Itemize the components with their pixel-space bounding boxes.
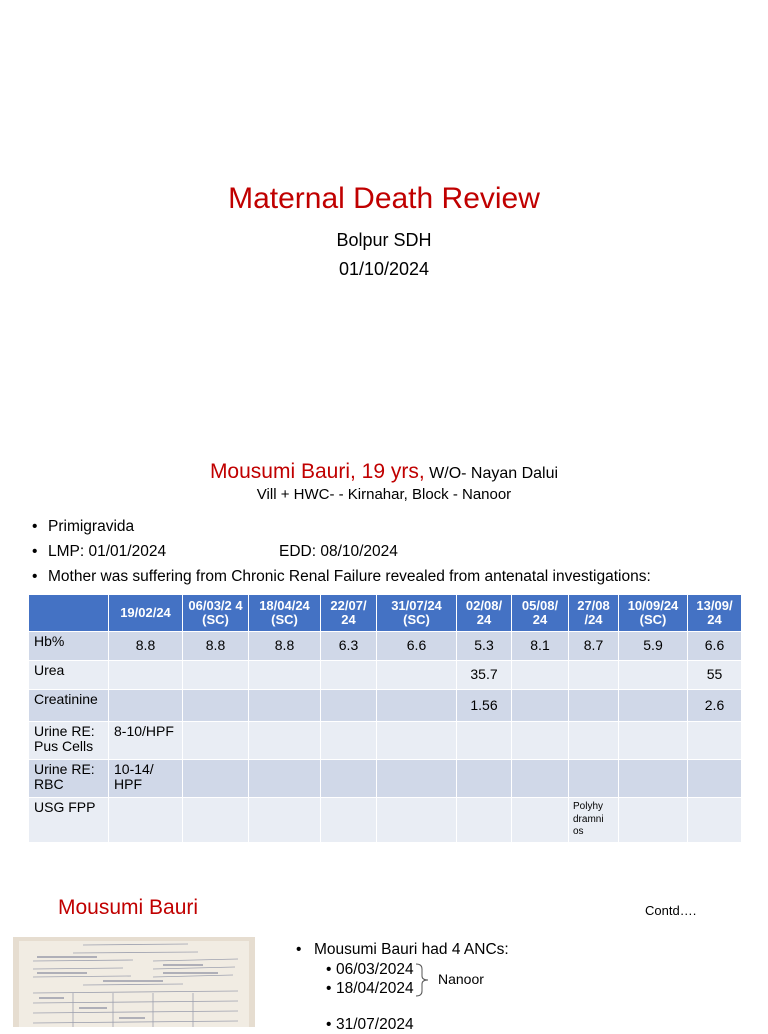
- continued-label: Contd….: [645, 903, 697, 918]
- table-cell: 10-14/ HPF: [109, 760, 183, 798]
- table-cell: [512, 661, 569, 690]
- patient-bullet-list: [32, 518, 651, 593]
- column-header: 02/08/ 24: [457, 595, 512, 632]
- table-cell: 2.6: [688, 690, 742, 722]
- list-item: [32, 568, 651, 593]
- row-label: USG FPP: [29, 798, 109, 843]
- table-cell: [183, 722, 249, 760]
- table-cell: [109, 690, 183, 722]
- bullet-text: 31/07/2024: [336, 1016, 414, 1033]
- bullet-text: Mother was suffering from Chronic Renal Failure revealed from antenatal investigations:: [48, 568, 651, 585]
- anc-card-photo: [13, 937, 255, 1027]
- table-cell: 6.6: [377, 632, 457, 661]
- table-cell: [321, 760, 377, 798]
- table-cell: 1.56: [457, 690, 512, 722]
- column-header: 22/07/ 24: [321, 595, 377, 632]
- table-cell: 6.3: [321, 632, 377, 661]
- table-row-rbc: [29, 760, 742, 798]
- edd-text: EDD: 08/10/2024: [279, 543, 398, 560]
- table-cell: [512, 760, 569, 798]
- table-row-creatinine: [29, 690, 742, 722]
- list-item: [296, 941, 509, 959]
- table-cell: [457, 760, 512, 798]
- bullet-text: LMP: 01/01/2024: [48, 543, 167, 560]
- table-cell: [249, 798, 321, 843]
- list-item: [326, 961, 414, 980]
- table-cell: [688, 722, 742, 760]
- table-cell: 35.7: [457, 661, 512, 690]
- bullet-text: 18/04/2024: [336, 980, 414, 997]
- title-slide: [0, 0, 768, 430]
- table-cell: 6.6: [688, 632, 742, 661]
- table-cell: [249, 661, 321, 690]
- anc-history-slide: [0, 860, 768, 1033]
- table-cell: [512, 690, 569, 722]
- list-item: [32, 543, 651, 568]
- table-cell: 8.8: [183, 632, 249, 661]
- table-row-pus-cells: [29, 722, 742, 760]
- bullet-text: Mousumi Bauri had 4 ANCs:: [314, 941, 509, 958]
- patient-address: Vill + HWC- - Kirnahar, Block - Nanoor: [256, 486, 512, 503]
- bullet-icon: •: [296, 941, 302, 958]
- table-cell: [619, 690, 688, 722]
- table-cell: [512, 722, 569, 760]
- table-cell: [569, 760, 619, 798]
- table-cell: 8.8: [249, 632, 321, 661]
- patient-name: Mousumi Bauri, 19 yrs,: [209, 460, 425, 483]
- row-label: Creatinine: [29, 690, 109, 722]
- table-cell: [619, 798, 688, 843]
- row-label: Urine RE: RBC: [29, 760, 109, 798]
- row-label: Urea: [29, 661, 109, 690]
- slide-subtitle-date: 01/10/2024: [338, 259, 430, 279]
- table-row-hb: [29, 632, 742, 661]
- table-cell: [619, 661, 688, 690]
- table-cell: [688, 798, 742, 843]
- table-cell: [569, 661, 619, 690]
- document-photo-image: [13, 937, 255, 1027]
- table-cell: 55: [688, 661, 742, 690]
- table-cell: [183, 760, 249, 798]
- table-cell: [249, 760, 321, 798]
- table-cell: [457, 798, 512, 843]
- row-label: Hb%: [29, 632, 109, 661]
- table-cell: [249, 690, 321, 722]
- table-cell: [183, 798, 249, 843]
- column-header: [29, 595, 109, 632]
- bullet-icon: •: [32, 568, 38, 585]
- patient-details-slide: [0, 430, 768, 860]
- column-header: 13/09/ 24: [688, 595, 742, 632]
- table-cell: 8.1: [512, 632, 569, 661]
- table-cell: [109, 661, 183, 690]
- table-cell: [619, 760, 688, 798]
- slide-title: Mousumi Bauri: [58, 896, 199, 919]
- bullet-icon: •: [32, 543, 38, 560]
- table-cell: 5.9: [619, 632, 688, 661]
- column-header: 10/09/24 (SC): [619, 595, 688, 632]
- table-cell: [321, 690, 377, 722]
- table-cell: 8-10/HPF: [109, 722, 183, 760]
- table-cell: [377, 722, 457, 760]
- row-label: Urine RE: Pus Cells: [29, 722, 109, 760]
- anc-date-list: [326, 961, 414, 999]
- list-item: [326, 1016, 414, 1034]
- table-cell: [377, 760, 457, 798]
- table-cell: [183, 661, 249, 690]
- investigations-table: [28, 594, 742, 843]
- table-cell: 8.8: [109, 632, 183, 661]
- table-cell: [569, 690, 619, 722]
- table-cell: [377, 661, 457, 690]
- brace-label: Nanoor: [438, 971, 484, 987]
- table-cell: 5.3: [457, 632, 512, 661]
- slide-title: Maternal Death Review: [228, 182, 540, 215]
- table-cell: [321, 798, 377, 843]
- bullet-icon: •: [32, 518, 38, 535]
- bullet-text: Primigravida: [48, 518, 135, 535]
- column-header: 27/08 /24: [569, 595, 619, 632]
- column-header: 31/07/24 (SC): [377, 595, 457, 632]
- bullet-icon: •: [326, 980, 332, 997]
- table-cell: [249, 722, 321, 760]
- table-cell: 8.7: [569, 632, 619, 661]
- bullet-icon: •: [326, 1016, 332, 1033]
- table-cell: [619, 722, 688, 760]
- table-cell: [183, 690, 249, 722]
- curly-brace-icon: [414, 963, 434, 997]
- column-header: 19/02/24: [109, 595, 183, 632]
- column-header: 05/08/ 24: [512, 595, 569, 632]
- slide-subtitle-hospital: Bolpur SDH: [336, 230, 432, 250]
- bullet-icon: •: [326, 961, 332, 978]
- table-cell: [688, 760, 742, 798]
- patient-husband: W/O- Nayan Dalui: [429, 465, 559, 482]
- patient-heading: [0, 460, 768, 484]
- table-cell: [321, 722, 377, 760]
- column-header: 06/03/2 4 (SC): [183, 595, 249, 632]
- table-cell: [457, 722, 512, 760]
- column-header: 18/04/24 (SC): [249, 595, 321, 632]
- table-cell: [377, 798, 457, 843]
- table-cell: Polyhy dramni os: [569, 798, 619, 843]
- table-cell: [109, 798, 183, 843]
- table-cell: [512, 798, 569, 843]
- table-cell: [377, 690, 457, 722]
- bullet-text: 06/03/2024: [336, 961, 414, 978]
- table-cell: [321, 661, 377, 690]
- table-row-urea: [29, 661, 742, 690]
- table-header-row: [29, 595, 742, 632]
- list-item: [32, 518, 651, 543]
- list-item: [326, 980, 414, 999]
- table-row-usg: [29, 798, 742, 843]
- table-cell: [569, 722, 619, 760]
